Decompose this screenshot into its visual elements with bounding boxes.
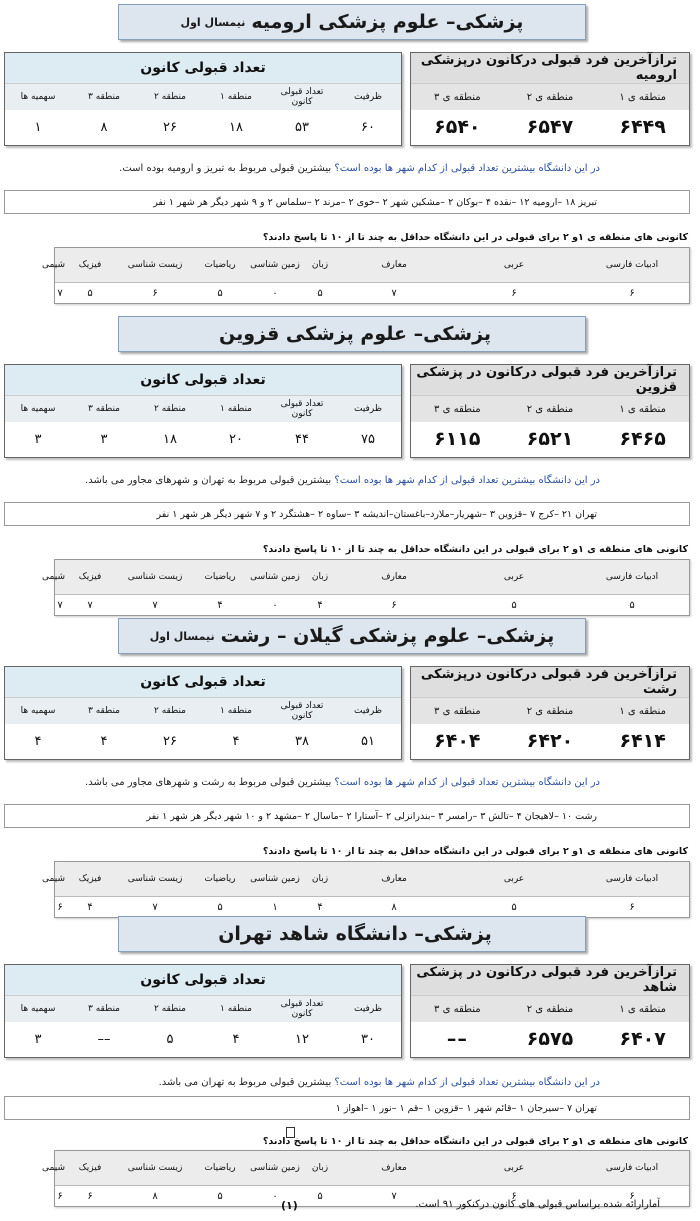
rank-value: ۶۵۴۰ [434,116,481,138]
stats-box-title: تعداد قبولی کانون [5,965,401,995]
subject-min-value: ۱ [272,901,278,913]
subject-header: معارف [381,260,407,270]
stats-box-title: تعداد قبولی کانون [5,365,401,395]
rank-box [410,364,690,458]
subject-min-value: ۰ [272,1190,278,1202]
subject-header: شیمی [42,1163,65,1173]
stats-box [4,964,402,1058]
subject-header: زیست شناسی [127,1163,183,1173]
subject-min-value: ۶ [629,287,635,299]
stats-header: منطقه ۲ [153,706,186,716]
rank-header-row [411,83,689,110]
subject-min-value: ۴ [317,901,323,913]
rank-header-row [411,697,689,724]
subject-min-value: ۶ [629,1190,635,1202]
rank-box [410,52,690,146]
stats-header-row [5,697,401,724]
section-title-box [118,618,586,654]
stats-value: ۱۸ [163,431,177,447]
rank-header: منطقه ی ۲ [526,705,574,717]
rank-header-row [411,995,689,1022]
rank-box-title: ترازآخرین فرد قبولی درکانون در پزشکی شاهد [411,965,689,995]
rank-value: ۶۴۰۷ [619,1028,666,1050]
rank-value: ۶۴۰۴ [434,730,481,752]
stats-header: تعداد قبولی کانون [280,999,324,1019]
stats-header: سهمیه ها [20,1004,56,1014]
stats-header: منطقه ۳ [87,1004,120,1014]
rank-box [410,964,690,1058]
subject-header: معارف [381,1163,407,1173]
rank-header-row [411,395,689,422]
stats-header: منطقه ۲ [153,1004,186,1014]
stats-header: منطقه ۱ [219,92,252,102]
stats-value: ۲۶ [163,733,177,749]
subject-header: عربی [503,260,525,270]
subject-min-value: ۰ [272,287,278,299]
city-list: رشت ۱۰ –لاهیجان ۴ –تالش ۳ –رامسر ۳ –بندرانزلی ۲ –آستارا ۲ –ماسال ۲ –مشهد ۲ و ۱۰ شهر دیگر هر شهر ۱ نفر [146,810,597,822]
city-question-answer: بیشترین قبولی مربوط به تبریز و ارومیه بوده است. [119,163,335,174]
subject-min-value: ۷ [391,287,397,299]
rank-header: منطقه ی ۳ [434,403,481,415]
subject-min-value: ۷ [152,901,158,913]
subject-min-value: ۷ [57,287,63,299]
stats-header: منطقه ۱ [219,1004,252,1014]
stats-header: منطقه ۱ [219,706,252,716]
min-answers-table [42,559,690,616]
stats-value: ۵ [166,1031,174,1047]
subject-header: فیزیک [78,874,102,884]
section-title: پزشکی– دانشگاه شاهد تهران [218,923,492,945]
stats-value: ۳ [100,431,108,447]
city-question [159,1077,600,1088]
city-question [85,777,600,788]
subject-header: زبان [311,874,329,884]
rank-header: منطقه ی ۳ [434,705,481,717]
subject-header: زبان [311,572,329,582]
stats-value-row [5,422,401,456]
min-header-row [42,248,689,283]
rank-header: منطقه ی ۳ [434,1003,481,1015]
stats-value-row [5,110,401,144]
min-header-row [42,862,689,897]
city-question-lead: در این دانشگاه بیشترین تعداد قبولی از کدام شهر ها بوده است؟ [334,163,600,174]
rank-header: منطقه ی ۱ [619,403,666,415]
section-title: پزشکی– علوم پزشکی قزوین [218,323,492,345]
rank-value-row [411,110,689,144]
subject-min-value: ۵ [629,599,635,611]
city-question-lead: در این دانشگاه بیشترین تعداد قبولی از کدام شهر ها بوده است؟ [334,1077,600,1088]
rank-header: منطقه ی ۲ [526,1003,574,1015]
city-question-lead: در این دانشگاه بیشترین تعداد قبولی از کدام شهر ها بوده است؟ [334,777,600,788]
rank-value: ۶۵۴۷ [526,116,574,138]
subject-min-value: ۵ [511,599,517,611]
min-question: کانونی های منطقه ی ۱و ۲ برای قبولی در این دانشگاه حداقل به چند تا از ۱۰ تا پاسخ دادند؟ [262,232,688,243]
subject-header: ریاضیات [204,874,236,884]
rank-value-row [411,1022,689,1056]
rank-header: منطقه ی ۱ [619,91,666,103]
rank-value-row [411,724,689,758]
stats-header: ظرفیت [354,92,382,102]
stats-header: سهمیه ها [20,92,56,102]
section-title-box [118,316,586,352]
subject-min-value: ۵ [87,287,93,299]
university-section [0,312,700,612]
subject-min-value: ۶ [391,599,397,611]
stats-value: ۴ [232,1031,240,1047]
subject-header: زمین شناسی [250,260,300,270]
stray-box-mark [286,1127,295,1138]
stats-header: ظرفیت [354,404,382,414]
stats-header: ظرفیت [354,1004,382,1014]
subject-header: شیمی [42,260,65,270]
city-list-box [4,1096,690,1120]
rank-value: ۶۱۱۵ [434,428,481,450]
city-question [85,475,600,486]
section-title: پزشکی– علوم پزشکی گیلان – رشت [220,625,555,647]
subject-min-value: ۵ [217,287,223,299]
stats-box-title: تعداد قبولی کانون [5,53,401,83]
subject-min-value: ۸ [391,901,397,913]
rank-value-row [411,422,689,456]
university-section [0,0,700,300]
subject-header: عربی [503,874,525,884]
subject-min-value: ۶ [511,287,517,299]
rank-value: –– [446,1028,468,1050]
stats-header: منطقه ۳ [87,92,120,102]
subject-header: ادبیات فارسی [605,260,659,270]
stats-header: منطقه ۱ [219,404,252,414]
subject-min-value: ۶ [57,901,63,913]
section-title-suffix: نیمسال اول [180,15,246,29]
subject-min-value: ۶ [629,901,635,913]
stats-value: –– [97,1031,111,1047]
stats-value: ۴۴ [295,431,309,447]
rank-box-title: ترازآخرین فرد قبولی درکانون درپزشکی رشت [411,667,689,697]
city-list-box [4,804,690,828]
stats-header: سهمیه ها [20,706,56,716]
stats-header: تعداد قبولی کانون [280,399,324,419]
stats-header: منطقه ۲ [153,404,186,414]
subject-header: شیمی [42,572,65,582]
stats-box [4,364,402,458]
subject-min-value: ۵ [217,901,223,913]
subject-header: ادبیات فارسی [605,874,659,884]
subject-min-value: ۴ [87,901,93,913]
rank-header: منطقه ی ۲ [526,91,574,103]
subject-min-value: ۵ [511,901,517,913]
subject-min-value: ۶ [152,287,158,299]
min-question: کانونی های منطقه ی ۱و ۲ برای قبولی در این دانشگاه حداقل به چند تا از ۱۰ تا پاسخ دادند؟ [262,544,688,555]
subject-min-value: ۸ [152,1190,158,1202]
subject-header: زیست شناسی [127,874,183,884]
city-question-answer: بیشترین قبولی مربوط به رشت و شهرهای مجاور می باشد. [85,777,335,788]
stats-value: ۱۲ [295,1031,309,1047]
stats-value: ۲۶ [163,119,177,135]
subject-header: معارف [381,572,407,582]
subject-header: عربی [503,572,525,582]
stats-value: ۵۳ [295,119,309,135]
stats-header: ظرفیت [354,706,382,716]
stats-header: منطقه ۲ [153,92,186,102]
rank-header: منطقه ی ۱ [619,1003,666,1015]
stats-header: سهمیه ها [20,404,56,414]
subject-header: عربی [503,1163,525,1173]
subject-header: زمین شناسی [250,572,300,582]
rank-box-title: ترازآخرین فرد قبولی درکانون در پزشکی قزوین [411,365,689,395]
city-list-box [4,190,690,214]
stats-value: ۸ [100,119,108,135]
stats-value: ۴ [100,733,108,749]
subject-header: معارف [381,874,407,884]
section-title: پزشکی– علوم پزشکی ارومیه [251,11,524,33]
subject-header: زیست شناسی [127,260,183,270]
city-list: تهران ۲۱ –کرج ۷ –قزوین ۳ –شهریار–ملارد–باغستان–اندیشه ۳ –ساوه ۲ –هشتگرد ۲ و ۷ شهر دیگر هر شهر ۱ نفر [156,508,597,520]
section-title-suffix: نیمسال اول [149,629,215,643]
stats-header-row [5,995,401,1022]
min-answers-table [42,247,690,304]
rank-header: منطقه ی ۳ [434,91,481,103]
stats-value: ۶۰ [361,119,375,135]
subject-header: ریاضیات [204,260,236,270]
subject-min-value: ۷ [152,599,158,611]
stats-header: منطقه ۳ [87,706,120,716]
stats-value: ۵۱ [361,733,375,749]
section-title-box [118,4,586,40]
subject-header: زیست شناسی [127,572,183,582]
stats-box [4,666,402,760]
stats-header: تعداد قبولی کانون [280,87,324,107]
stats-value-row [5,724,401,758]
university-section [0,912,700,1212]
min-question: کانونی های منطقه ی ۱و ۲ برای قبولی در این دانشگاه حداقل به چند تا از ۱۰ تا پاسخ دادند؟ [262,1136,688,1147]
city-question-answer: بیشترین قبولی مربوط به تهران می باشد. [158,1077,335,1088]
city-list-box [4,502,690,526]
stats-value: ۴ [232,733,240,749]
subject-header: فیزیک [78,572,102,582]
rank-header: منطقه ی ۲ [526,403,574,415]
stats-value: ۳۰ [361,1031,375,1047]
subject-min-value: ۶ [511,1190,517,1202]
stats-value: ۳ [34,1031,42,1047]
subject-min-value: ۵ [217,1190,223,1202]
stats-value: ۴ [34,733,42,749]
city-list: تهران ۷ –سیرجان ۱ –قائم شهر ۱ –قزوین ۱ –قم ۱ –نور ۱ –اهواز ۱ [335,1102,597,1114]
rank-value: ۶۵۲۱ [526,428,574,450]
stats-box-title: تعداد قبولی کانون [5,667,401,697]
university-section [0,614,700,914]
footer-note: آمارارائه شده براساس قبولی های کانون درکنکور ۹۱ است. [415,1199,660,1210]
subject-min-value: ۷ [391,1190,397,1202]
subject-header: ادبیات فارسی [605,572,659,582]
rank-header: منطقه ی ۱ [619,705,666,717]
rank-box-title: ترازآخرین فرد قبولی درکانون درپزشکی ارومیه [411,53,689,83]
min-value-row [55,283,689,303]
min-value-row [55,595,689,615]
subject-header: فیزیک [78,260,102,270]
rank-value: ۶۴۱۴ [619,730,666,752]
rank-value: ۶۴۴۹ [619,116,666,138]
rank-value: ۶۴۶۵ [619,428,666,450]
stats-header: منطقه ۳ [87,404,120,414]
stats-header-row [5,83,401,110]
subject-header: زمین شناسی [250,1163,300,1173]
subject-header: شیمی [42,874,65,884]
subject-min-value: ۷ [57,599,63,611]
city-list: تبریز ۱۸ –ارومیه ۱۲ –نقده ۴ –بوکان ۲ –مشکین شهر ۲ –خوی ۲ –مرند ۲ –سلماس ۲ و ۹ شهر دیگر هر شهر ۱ نفر [153,196,597,208]
subject-min-value: ۴ [317,599,323,611]
page-number: (۱) [281,1199,298,1212]
subject-header: زمین شناسی [250,874,300,884]
city-question-lead: در این دانشگاه بیشترین تعداد قبولی از کدام شهر ها بوده است؟ [334,475,600,486]
subject-header: ریاضیات [204,572,236,582]
subject-header: زبان [311,1163,329,1173]
stats-box [4,52,402,146]
stats-value: ۷۵ [361,431,375,447]
subject-min-value: ۶ [57,1190,63,1202]
subject-min-value: ۷ [87,599,93,611]
subject-min-value: ۵ [317,287,323,299]
stats-header-row [5,395,401,422]
min-answers-table [42,861,690,918]
subject-min-value: ۵ [317,1190,323,1202]
min-question: کانونی های منطقه ی ۱و ۲ برای قبولی در این دانشگاه حداقل به چند تا از ۱۰ تا پاسخ دادند؟ [262,846,688,857]
subject-min-value: ۶ [87,1190,93,1202]
stats-value: ۱۸ [229,119,243,135]
subject-header: ادبیات فارسی [605,1163,659,1173]
stats-header: تعداد قبولی کانون [280,701,324,721]
subject-min-value: ۴ [217,599,223,611]
city-question [119,163,600,174]
stats-value: ۳۸ [295,733,309,749]
rank-value: ۶۵۷۵ [526,1028,574,1050]
rank-value: ۶۴۲۰ [526,730,574,752]
subject-min-value: ۰ [272,599,278,611]
subject-header: زبان [311,260,329,270]
section-title-box [118,916,586,952]
stats-value: ۲۰ [229,431,243,447]
rank-box [410,666,690,760]
city-question-answer: بیشترین قبولی مربوط به تهران و شهرهای مجاور می باشد. [85,475,335,486]
subject-header: فیزیک [78,1163,102,1173]
stats-value: ۱ [34,119,42,135]
subject-header: ریاضیات [204,1163,236,1173]
min-header-row [42,1151,689,1186]
stats-value-row [5,1022,401,1056]
min-header-row [42,560,689,595]
stats-value: ۳ [34,431,42,447]
